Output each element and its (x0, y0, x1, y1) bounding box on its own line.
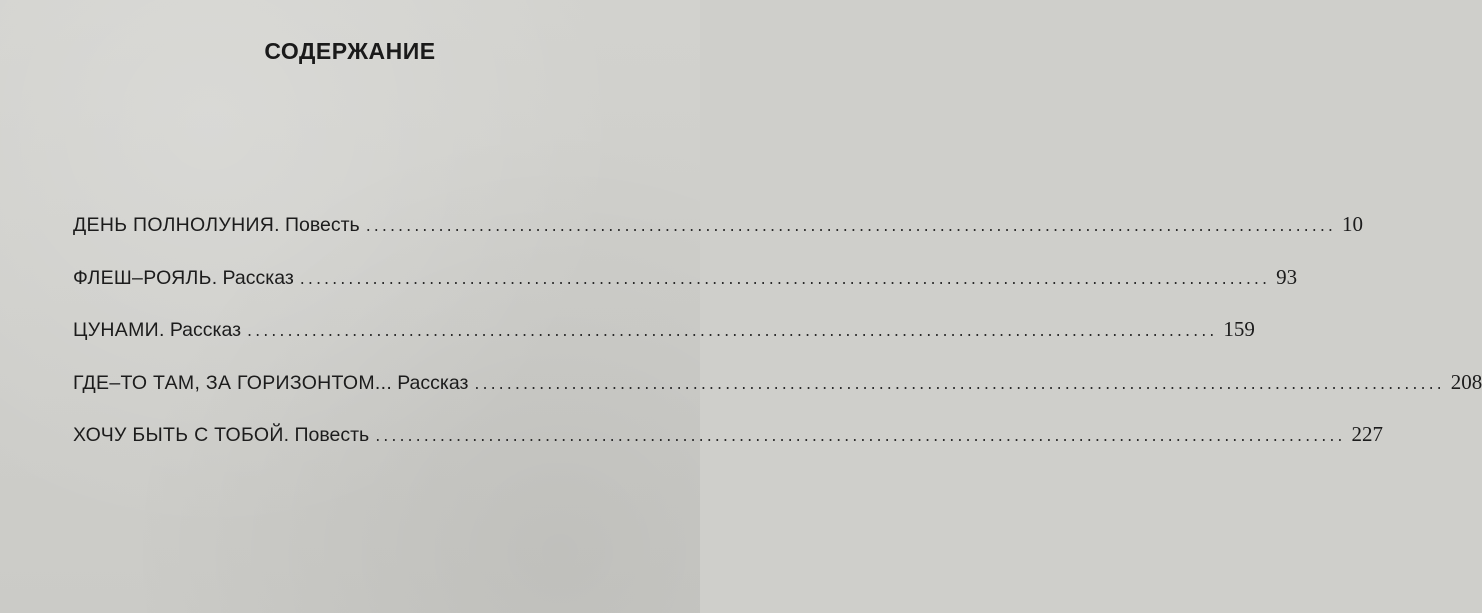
toc-entry-tsunami (73, 303, 1255, 356)
toc-entry-text (73, 199, 360, 252)
dot-leader: ........................................................................................................................ (474, 373, 1445, 393)
page-number: 10 (1342, 212, 1364, 236)
work-genre: Повесть (285, 214, 360, 236)
work-genre: Рассказ (397, 371, 469, 394)
toc-entry-text (73, 409, 369, 462)
toc-entry-want-to-be-with-you (73, 408, 1383, 461)
toc-entry-text (73, 252, 294, 305)
dot-leader: ........................................................................................................................ (299, 268, 1271, 288)
page-number: 208 (1450, 369, 1482, 394)
toc-entry-beyond-horizon (73, 356, 1482, 409)
page-number: 227 (1351, 422, 1383, 446)
work-genre: Рассказ (222, 266, 294, 289)
work-title: ЦУНАМИ. (73, 319, 165, 341)
dot-leader: ........................................................................................................................ (375, 426, 1346, 445)
table-of-contents (73, 198, 1482, 461)
page-number: 159 (1223, 317, 1255, 341)
work-genre: Повесть (294, 424, 370, 446)
work-title: ДЕНЬ ПОЛНОЛУНИЯ. (73, 214, 280, 236)
dot-leader: ........................................................................................................................ (365, 216, 1337, 235)
toc-entry-flush-royal (73, 251, 1298, 304)
toc-entry-text (73, 357, 468, 410)
page-number: 93 (1276, 264, 1298, 289)
work-title: ГДЕ–ТО ТАМ, ЗА ГОРИЗОНТОМ... (73, 371, 393, 394)
work-title: ХОЧУ БЫТЬ С ТОБОЙ. (73, 424, 290, 446)
toc-entry-day-of-full-moon (73, 198, 1364, 251)
dot-leader: ........................................................................................................................ (247, 321, 1218, 340)
toc-entry-text (73, 304, 241, 357)
work-title: ФЛЕШ–РОЯЛЬ. (73, 266, 218, 289)
work-genre: Рассказ (169, 319, 242, 341)
contents-heading: СОДЕРЖАНИЕ (264, 38, 436, 64)
